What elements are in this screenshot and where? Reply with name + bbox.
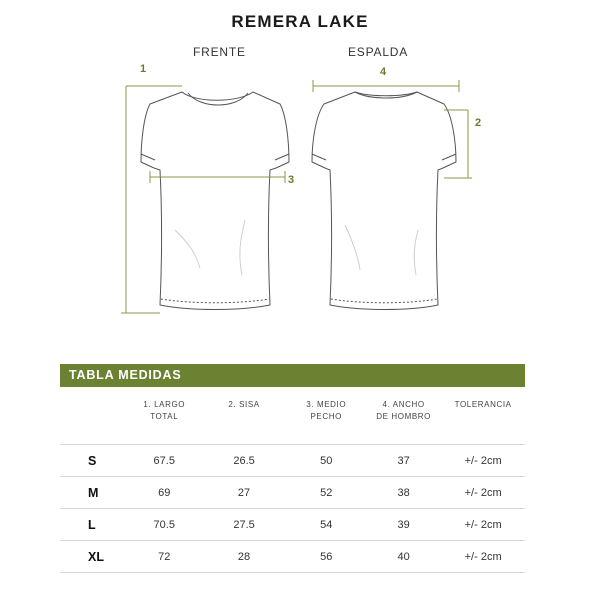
column-header-sisa: 2. SISA — [202, 387, 287, 445]
tolerancia-cell: +/- 2cm — [441, 541, 525, 573]
front-tshirt — [141, 92, 289, 310]
pecho-cell: 56 — [286, 541, 366, 573]
pecho-cell: 54 — [286, 509, 366, 541]
tolerancia-cell: +/- 2cm — [441, 509, 525, 541]
largo-cell: 72 — [127, 541, 202, 573]
tolerancia-cell: +/- 2cm — [441, 477, 525, 509]
table-row — [60, 509, 525, 541]
hombro-cell: 37 — [366, 445, 441, 477]
marker-1: 1 — [140, 63, 147, 75]
sisa-cell: 27 — [202, 477, 287, 509]
largo-cell: 67.5 — [127, 445, 202, 477]
measurements-table — [60, 387, 525, 573]
column-header-hombro: 4. ANCHO DE HOMBRO — [366, 387, 441, 445]
sisa-cell: 27.5 — [202, 509, 287, 541]
front-tshirt-outline — [141, 92, 289, 310]
pecho-cell: 52 — [286, 477, 366, 509]
sisa-cell: 26.5 — [202, 445, 287, 477]
marker-4: 4 — [380, 66, 387, 78]
table-row — [60, 445, 525, 477]
page-title: REMERA LAKE — [231, 12, 369, 31]
column-header-pecho: 3. MEDIO PECHO — [286, 387, 366, 445]
back-view-label: ESPALDA — [348, 45, 409, 59]
size-cell: S — [60, 445, 127, 477]
table-row — [60, 477, 525, 509]
table-heading: TABLA MEDIDAS — [60, 364, 525, 387]
column-header-largo: 1. LARGO TOTAL — [127, 387, 202, 445]
size-cell: L — [60, 509, 127, 541]
column-header-size — [60, 387, 127, 445]
table-header-row — [60, 387, 525, 445]
back-tshirt-outline — [312, 92, 456, 310]
size-cell: M — [60, 477, 127, 509]
marker-2: 2 — [475, 117, 482, 129]
column-header-tolerancia: TOLERANCIA — [441, 387, 525, 445]
size-table — [60, 364, 525, 573]
table-row — [60, 541, 525, 573]
pecho-cell: 50 — [286, 445, 366, 477]
front-view-label: FRENTE — [193, 45, 246, 59]
hombro-cell: 38 — [366, 477, 441, 509]
hombro-cell: 40 — [366, 541, 441, 573]
tolerancia-cell: +/- 2cm — [441, 445, 525, 477]
largo-cell: 69 — [127, 477, 202, 509]
size-cell: XL — [60, 541, 127, 573]
hombro-cell: 39 — [366, 509, 441, 541]
sisa-cell: 28 — [202, 541, 287, 573]
largo-cell: 70.5 — [127, 509, 202, 541]
measure-line-4 — [313, 80, 459, 92]
marker-3: 3 — [288, 174, 295, 186]
back-tshirt — [312, 92, 456, 310]
